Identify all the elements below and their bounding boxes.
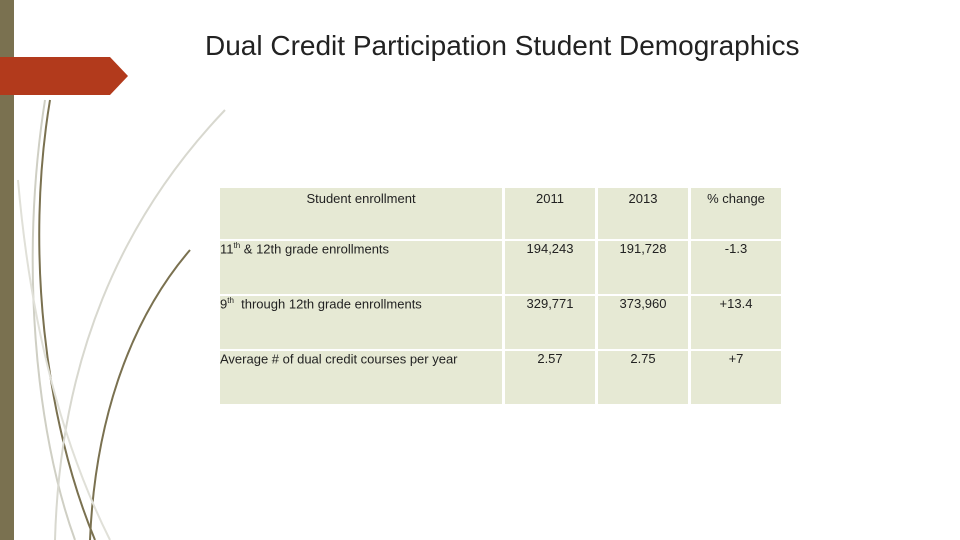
header-year-2013: 2013 <box>598 188 688 239</box>
table-row <box>220 296 781 349</box>
header-student-enrollment: Student enrollment <box>220 188 502 239</box>
header-percent-change: % change <box>691 188 781 239</box>
cell-percent-change: -1.3 <box>691 241 781 294</box>
cell-2011: 2.57 <box>505 351 595 404</box>
row-label: 11th & 12th grade enrollments <box>220 241 502 294</box>
cell-2011: 329,771 <box>505 296 595 349</box>
header-year-2011: 2011 <box>505 188 595 239</box>
demographics-table <box>217 186 784 406</box>
cell-percent-change: +7 <box>691 351 781 404</box>
table-row <box>220 351 781 404</box>
cell-2013: 2.75 <box>598 351 688 404</box>
cell-2013: 191,728 <box>598 241 688 294</box>
table-header-row <box>220 188 781 239</box>
row-label: 9th through 12th grade enrollments <box>220 296 502 349</box>
accent-arrow-tab <box>0 57 128 95</box>
slide-title: Dual Credit Participation Student Demographics <box>205 30 800 61</box>
table-row <box>220 241 781 294</box>
cell-2011: 194,243 <box>505 241 595 294</box>
cell-percent-change: +13.4 <box>691 296 781 349</box>
cell-2013: 373,960 <box>598 296 688 349</box>
row-label: Average # of dual credit courses per year <box>220 351 502 404</box>
